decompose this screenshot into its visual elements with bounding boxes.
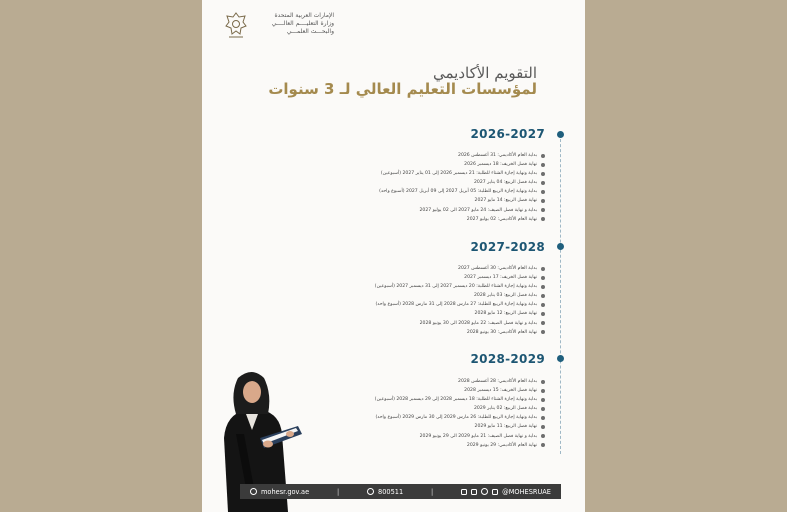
- phone-text: 800511: [378, 487, 404, 496]
- item-text: نهاية فصل الخريف: 17 ديسمبر 2027: [464, 275, 537, 281]
- item-text: بداية ونهاية إجازة الشتاء للطلبة: 21 ديسمبر 2026 إلى 01 يناير 2027 (أسبوعين): [380, 171, 537, 177]
- bullet-icon: [541, 407, 545, 411]
- globe-icon: [250, 488, 257, 495]
- item-text: نهاية فصل الخريف: 15 ديسمبر 2028: [464, 388, 537, 394]
- bullet-icon: [541, 389, 545, 393]
- page-subtitle: لمؤسسات التعليم العالي لـ 3 سنوات: [268, 80, 537, 98]
- list-item: [375, 264, 545, 273]
- list-item: [375, 319, 545, 328]
- ministry-line: وزارة التعليــــم العالــــي: [271, 20, 334, 27]
- list-item: [375, 300, 545, 309]
- item-text: نهاية فصل الربيع: 11 مايو 2029: [474, 424, 537, 430]
- year-items-list: [379, 151, 545, 224]
- list-item: [375, 328, 545, 337]
- bullet-icon: [541, 321, 545, 325]
- calendar-poster: [202, 0, 585, 512]
- youtube-icon: [481, 488, 488, 495]
- item-text: بداية فصل الربيع: 02 يناير 2029: [474, 406, 537, 412]
- item-text: بداية فصل الربيع: 04 يناير 2027: [474, 180, 537, 186]
- linkedin-icon: [492, 489, 498, 495]
- list-item: [375, 309, 545, 318]
- timeline-dot: [557, 131, 564, 138]
- footer-separator: |: [431, 487, 434, 496]
- bullet-icon: [541, 154, 545, 158]
- item-text: نهاية العام الأكاديمي: 29 يونيو 2029: [466, 442, 537, 448]
- item-text: بداية و نهاية فصل الصيف: 21 مايو 2029 الى 29 يونيو 2029: [419, 433, 537, 439]
- bullet-icon: [541, 303, 545, 307]
- year-heading: 2027-2028: [470, 240, 545, 254]
- list-item: [375, 413, 545, 422]
- list-item: [375, 395, 545, 404]
- instagram-icon: [471, 489, 477, 495]
- bullet-icon: [541, 163, 545, 167]
- timeline-line: [560, 134, 561, 454]
- bullet-icon: [541, 425, 545, 429]
- bullet-icon: [541, 217, 545, 221]
- list-item: [379, 196, 545, 205]
- ministry-line: والبحـــث العلمـــي: [286, 28, 334, 35]
- year-items-list: [375, 264, 545, 337]
- bullet-icon: [541, 416, 545, 420]
- list-item: [379, 151, 545, 160]
- website-link[interactable]: [250, 488, 309, 496]
- uae-emblem-icon: [224, 11, 248, 39]
- year-heading: 2028-2029: [470, 352, 545, 366]
- bullet-icon: [541, 312, 545, 316]
- list-item: [375, 441, 545, 450]
- website-text: mohesr.gov.ae: [261, 487, 310, 496]
- bullet-icon: [541, 190, 545, 194]
- item-text: بداية و نهاية فصل الصيف: 24 مايو 2027 الى 02 يوليو 2027: [419, 207, 537, 213]
- item-text: بداية ونهاية إجازة الربيع للطلبة: 05 أبريل 2027 إلى 09 أبريل 2027 (أسبوع واحد): [379, 189, 537, 195]
- item-text: بداية ونهاية إجازة الربيع للطلبة: 27 مارس 2028 إلى 31 مارس 2028 (أسبوع واحد): [375, 302, 537, 308]
- item-text: بداية العام الأكاديمي: 28 أغسطس 2028: [458, 379, 537, 384]
- bullet-icon: [541, 208, 545, 212]
- list-item: [379, 215, 545, 224]
- x-icon: [461, 489, 467, 495]
- item-text: بداية ونهاية إجازة الشتاء للطلبة: 20 ديسمبر 2027 إلى 31 ديسمبر 2027 (أسبوعين): [374, 284, 537, 290]
- bullet-icon: [541, 434, 545, 438]
- item-text: نهاية فصل الربيع: 12 مايو 2028: [474, 311, 537, 317]
- social-links[interactable]: [461, 488, 551, 496]
- bullet-icon: [541, 443, 545, 447]
- footer-separator: |: [336, 487, 340, 496]
- bullet-icon: [541, 285, 545, 289]
- bullet-icon: [541, 172, 545, 176]
- list-item: [375, 291, 545, 300]
- timeline-dot: [557, 355, 564, 362]
- list-item: [375, 273, 545, 282]
- list-item: [375, 377, 545, 386]
- bullet-icon: [541, 380, 545, 384]
- list-item: [379, 178, 545, 187]
- bullet-icon: [541, 199, 545, 203]
- item-text: نهاية فصل الربيع: 14 مايو 2027: [474, 198, 537, 204]
- list-item: [379, 187, 545, 196]
- page-title: التقويم الأكاديمي: [433, 64, 537, 82]
- footer-bar: [240, 484, 561, 499]
- list-item: [379, 169, 545, 178]
- item-text: بداية و نهاية فصل الصيف: 22 مايو 2028 الى 30 يونيو 2028: [419, 320, 537, 326]
- item-text: نهاية العام الأكاديمي: 30 يونيو 2028: [466, 329, 537, 335]
- timeline-dot: [557, 243, 564, 250]
- ministry-name: [254, 12, 334, 36]
- year-items-list: [375, 377, 545, 450]
- phone-icon: [367, 488, 374, 495]
- item-text: بداية ونهاية إجازة الشتاء للطلبة: 18 ديسمبر 2028 إلى 29 ديسمبر 2028 (أسبوعين): [374, 397, 537, 403]
- ministry-line: الإمارات العربية المتحدة: [274, 12, 334, 19]
- year-heading: 2026-2027: [470, 127, 545, 141]
- item-text: بداية فصل الربيع: 03 يناير 2028: [474, 293, 537, 299]
- social-handle-text: @MOHESRUAE: [502, 487, 551, 496]
- list-item: [375, 282, 545, 291]
- item-text: بداية العام الأكاديمي: 30 أغسطس 2027: [458, 266, 537, 271]
- list-item: [375, 404, 545, 413]
- list-item: [379, 206, 545, 215]
- bullet-icon: [541, 330, 545, 334]
- bullet-icon: [541, 398, 545, 402]
- list-item: [379, 160, 545, 169]
- list-item: [375, 386, 545, 395]
- item-text: نهاية فصل الخريف: 18 ديسمبر 2026: [464, 162, 537, 168]
- item-text: نهاية العام الأكاديمي: 02 يوليو 2027: [466, 216, 537, 222]
- bullet-icon: [541, 276, 545, 280]
- bullet-icon: [541, 181, 545, 185]
- item-text: بداية العام الأكاديمي: 31 أغسطس 2026: [458, 153, 537, 158]
- bullet-icon: [541, 294, 545, 298]
- item-text: بداية ونهاية إجازة الربيع للطلبة: 26 مارس 2029 إلى 30 مارس 2029 (أسبوع واحد): [375, 415, 537, 421]
- list-item: [375, 432, 545, 441]
- list-item: [375, 422, 545, 431]
- bullet-icon: [541, 267, 545, 271]
- phone-number[interactable]: [367, 488, 403, 496]
